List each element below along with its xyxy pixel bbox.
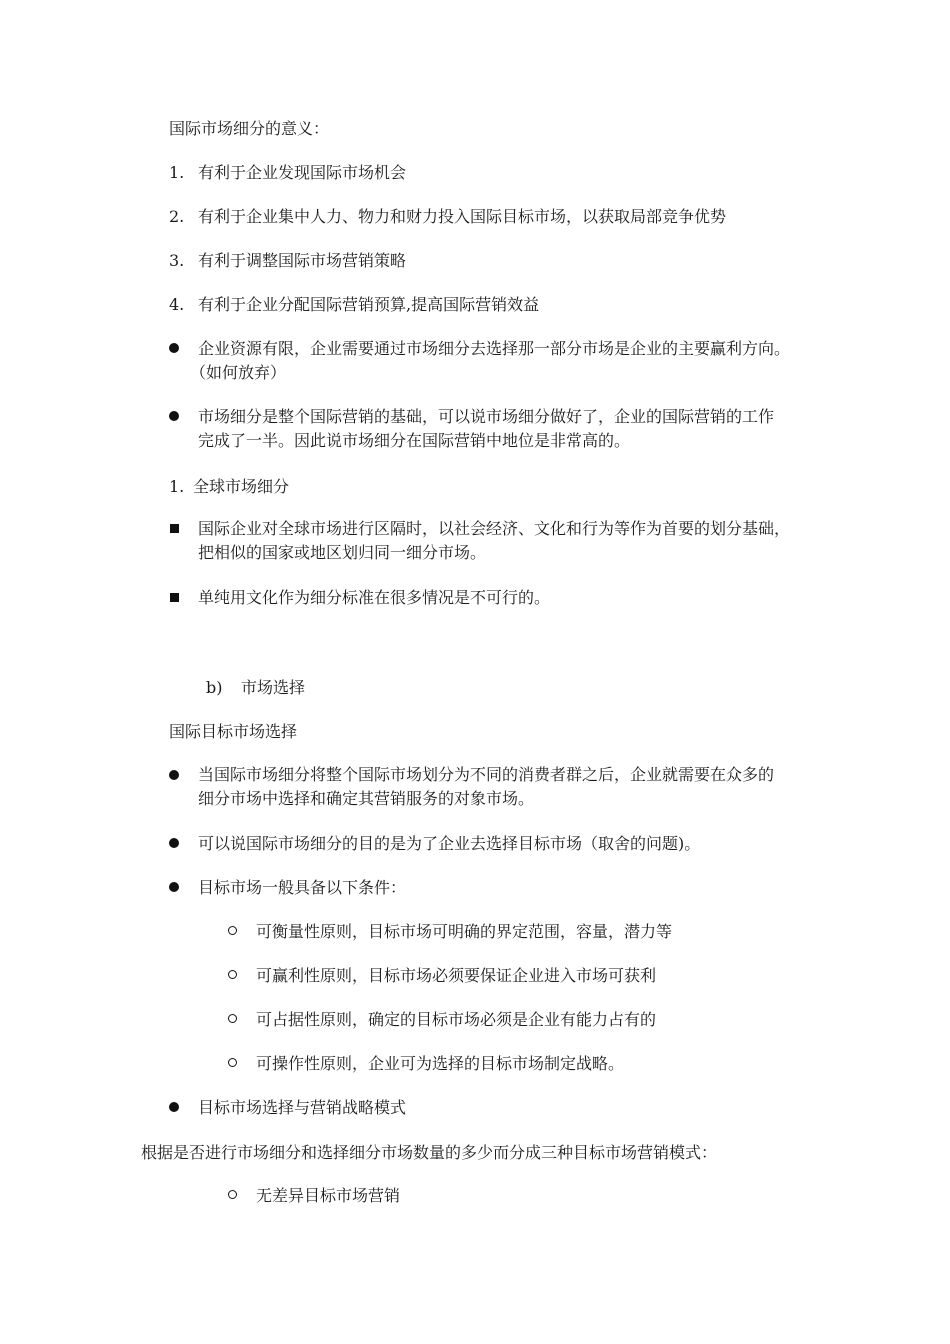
section-number: 1. bbox=[169, 477, 185, 496]
bullet-text-continuation: （如何放弃） bbox=[190, 363, 287, 382]
list-item: 有利于调整国际市场营销策略 bbox=[198, 251, 407, 270]
bullet-text-continuation: 完成了一半。因此说市场细分在国际营销中地位是非常高的。 bbox=[198, 431, 631, 450]
subsection-label: b) bbox=[206, 678, 223, 697]
bullet-square-icon bbox=[170, 593, 179, 602]
list-number: 2. bbox=[169, 207, 185, 226]
bullet-circle-icon bbox=[228, 926, 237, 935]
sub-bullet-text: 可占据性原则，确定的目标市场必须是企业有能力占有的 bbox=[256, 1010, 657, 1029]
bullet-dot-icon bbox=[169, 1102, 179, 1112]
heading-target-market-selection: 国际目标市场选择 bbox=[169, 722, 298, 741]
list-item: 有利于企业发现国际市场机会 bbox=[198, 163, 407, 182]
list-item: 有利于企业集中人力、物力和财力投入国际目标市场，以获取局部竞争优势 bbox=[198, 207, 727, 226]
bullet-dot-icon bbox=[169, 770, 179, 780]
bullet-text: 市场细分是整个国际营销的基础，可以说市场细分做好了，企业的国际营销的工作 bbox=[198, 407, 775, 426]
sub-bullet-text: 可操作性原则，企业可为选择的目标市场制定战略。 bbox=[256, 1054, 625, 1073]
bullet-text: 可以说国际市场细分的目的是为了企业去选择目标市场（取舍的问题)。 bbox=[198, 834, 701, 853]
bullet-dot-icon bbox=[169, 838, 179, 848]
sub-bullet-text: 无差异目标市场营销 bbox=[256, 1186, 401, 1205]
list-number: 3. bbox=[169, 251, 185, 270]
sub-bullet-text: 可衡量性原则，目标市场可明确的界定范围，容量，潜力等 bbox=[256, 922, 673, 941]
bullet-square-icon bbox=[170, 524, 179, 533]
bullet-dot-icon bbox=[169, 882, 179, 892]
list-item: 有利于企业分配国际营销预算,提高国际营销效益 bbox=[198, 295, 540, 314]
bullet-text-continuation: 把相似的国家或地区划归同一细分市场。 bbox=[198, 543, 487, 562]
list-number: 4. bbox=[169, 295, 185, 314]
heading-segmentation-meaning: 国际市场细分的意义： bbox=[169, 119, 330, 138]
bullet-text: 目标市场一般具备以下条件： bbox=[198, 878, 407, 897]
bullet-circle-icon bbox=[228, 1190, 237, 1199]
bullet-text: 目标市场选择与营销战略模式 bbox=[198, 1098, 407, 1117]
bullet-text: 企业资源有限，企业需要通过市场细分去选择那一部分市场是企业的主要赢利方向。 bbox=[198, 339, 791, 358]
body-paragraph: 根据是否进行市场细分和选择细分市场数量的多少而分成三种目标市场营销模式： bbox=[141, 1143, 718, 1162]
bullet-dot-icon bbox=[169, 343, 179, 353]
bullet-circle-icon bbox=[228, 1058, 237, 1067]
section-title: 全球市场细分 bbox=[193, 477, 290, 496]
bullet-circle-icon bbox=[228, 970, 237, 979]
subsection-title: 市场选择 bbox=[241, 678, 306, 697]
bullet-dot-icon bbox=[169, 411, 179, 421]
bullet-circle-icon bbox=[228, 1014, 237, 1023]
list-number: 1. bbox=[169, 163, 185, 182]
sub-bullet-text: 可赢利性原则，目标市场必须要保证企业进入市场可获利 bbox=[256, 966, 657, 985]
bullet-text: 单纯用文化作为细分标准在很多情况是不可行的。 bbox=[198, 588, 551, 607]
bullet-text-continuation: 细分市场中选择和确定其营销服务的对象市场。 bbox=[198, 789, 535, 808]
bullet-text: 当国际市场细分将整个国际市场划分为不同的消费者群之后，企业就需要在众多的 bbox=[198, 765, 775, 784]
bullet-text: 国际企业对全球市场进行区隔时，以社会经济、文化和行为等作为首要的划分基础， bbox=[198, 519, 791, 538]
